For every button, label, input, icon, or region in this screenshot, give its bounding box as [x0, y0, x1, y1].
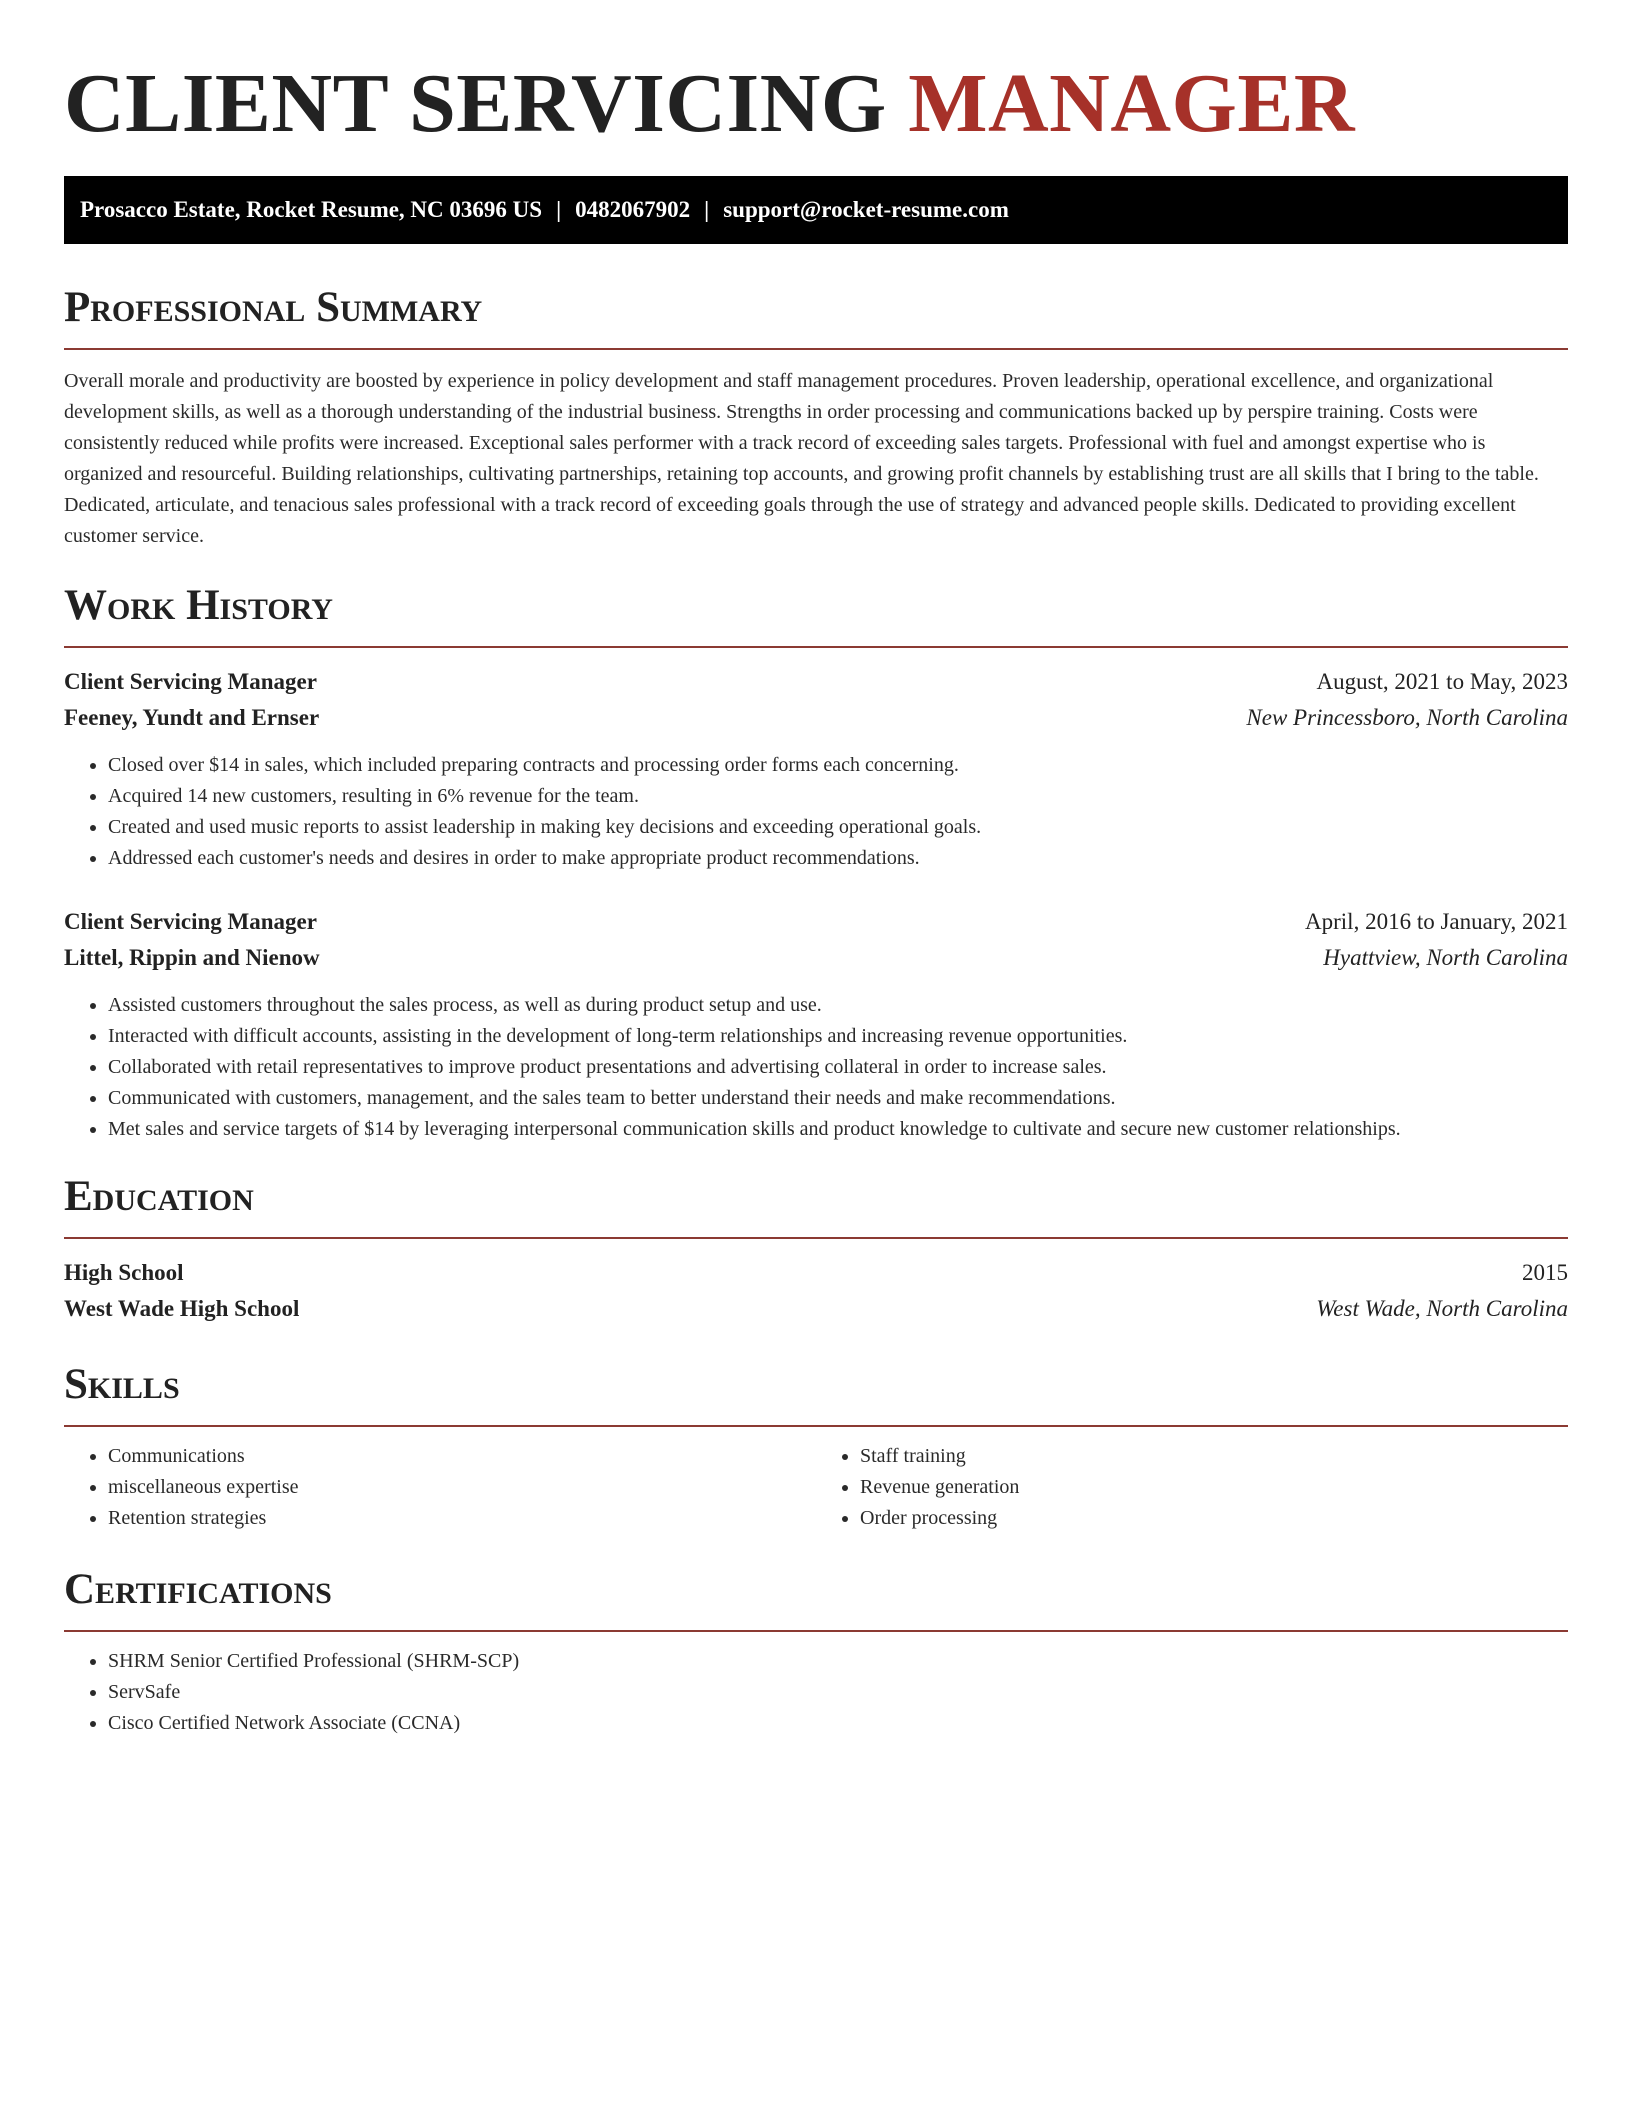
list-item: • Met sales and service targets of $14 by leveraging interpersonal communication skills and product knowledge to cultivate and secure new customer relationships.	[108, 1114, 1568, 1145]
certification-item: • Cisco Certified Network Associate (CCNA)	[108, 1708, 1568, 1739]
summary-text: Overall morale and productivity are boosted by experience in policy development and staff management procedures. Proven leadership, operational excellence, and organizational development skills, as well as a thorough understanding of the industrial business. Strengths in order processing and communications backed up by perspire training. Costs were consistently reduced while profits were increased. Exceptional sales performer with a track record of exceeding sales targets. Professional with fuel and amongst expertise who is organized and resourceful. Building relationships, cultivating partnerships, retaining top accounts, and growing profit channels by establishing trust are all skills that I bring to the table. Dedicated, articulate, and tenacious sales professional with a track record of exceeding goals through the use of strategy and advanced people skills. Dedicated to providing excellent customer service.	[64, 370, 1539, 547]
certifications-heading: Certifications	[64, 1566, 332, 1613]
certifications-section	[64, 1564, 1568, 1739]
job-company-row	[64, 700, 1568, 736]
resume-title	[64, 0, 1568, 152]
contact-address: Prosacco Estate, Rocket Resume, NC 03696 US	[80, 197, 543, 222]
skill-item: • Communications	[108, 1441, 816, 1472]
list-item: • Closed over $14 in sales, which included preparing contracts and processing order forms each concerning.	[108, 750, 1568, 781]
skills-grid	[64, 1441, 1568, 1534]
skills-heading: Skills	[64, 1361, 180, 1408]
skills-list-right	[816, 1441, 1568, 1534]
education-location: West Wade, North Carolina	[1316, 1296, 1568, 1321]
job-duties-list	[64, 990, 1568, 1145]
job-title-row	[64, 664, 1568, 700]
education-year: 2015	[1522, 1260, 1568, 1285]
education-school: West Wade High School	[64, 1296, 300, 1321]
job-dates: August, 2021 to May, 2023	[1316, 669, 1568, 694]
skill-item: • Order processing	[860, 1503, 1568, 1534]
section-divider	[64, 1237, 1568, 1239]
work-history-heading: Work History	[64, 582, 333, 629]
certifications-list	[64, 1646, 1568, 1739]
skill-item: • Retention strategies	[108, 1503, 816, 1534]
job-title: Client Servicing Manager	[64, 909, 317, 934]
education-degree: High School	[64, 1260, 184, 1285]
contact-separator: |	[704, 197, 710, 222]
title-main: CLIENT SERVICING	[64, 57, 887, 150]
job-company: Feeney, Yundt and Ernser	[64, 705, 320, 730]
skill-item: • miscellaneous expertise	[108, 1472, 816, 1503]
job-entry	[64, 664, 1568, 874]
section-divider	[64, 348, 1568, 350]
education-entry	[64, 1255, 1568, 1327]
job-duties-list	[64, 750, 1568, 874]
education-degree-row	[64, 1255, 1568, 1291]
skill-item: • Revenue generation	[860, 1472, 1568, 1503]
job-dates: April, 2016 to January, 2021	[1305, 909, 1568, 934]
job-title-row	[64, 904, 1568, 940]
job-location: New Princessboro, North Carolina	[1246, 705, 1568, 730]
skill-item: • Staff training	[860, 1441, 1568, 1472]
list-item: • Collaborated with retail representatives to improve product presentations and advertising collateral in order to increase sales.	[108, 1052, 1568, 1083]
summary-section	[64, 282, 1568, 552]
list-item: • Addressed each customer's needs and desires in order to make appropriate product recommendations.	[108, 843, 1568, 874]
skills-section	[64, 1359, 1568, 1534]
list-item: • Communicated with customers, management, and the sales team to better understand their needs and make recommendations.	[108, 1083, 1568, 1114]
list-item: • Assisted customers throughout the sales process, as well as during product setup and use.	[108, 990, 1568, 1021]
contact-phone: 0482067902	[575, 197, 691, 222]
education-section	[64, 1171, 1568, 1327]
summary-heading: Professional Summary	[64, 284, 483, 331]
contact-email: support@rocket-resume.com	[723, 197, 1009, 222]
section-divider	[64, 1425, 1568, 1427]
job-company-row	[64, 940, 1568, 976]
list-item: • Interacted with difficult accounts, assisting in the development of long-term relationships and increasing revenue opportunities.	[108, 1021, 1568, 1052]
contact-bar	[64, 176, 1568, 244]
certification-item: • ServSafe	[108, 1677, 1568, 1708]
job-company: Littel, Rippin and Nienow	[64, 945, 320, 970]
section-divider	[64, 646, 1568, 648]
work-history-section	[64, 580, 1568, 1145]
skills-list-left	[64, 1441, 816, 1534]
section-divider	[64, 1630, 1568, 1632]
certification-item: • SHRM Senior Certified Professional (SHRM-SCP)	[108, 1646, 1568, 1677]
list-item: • Acquired 14 new customers, resulting in 6% revenue for the team.	[108, 781, 1568, 812]
job-location: Hyattview, North Carolina	[1323, 945, 1568, 970]
list-item: • Created and used music reports to assist leadership in making key decisions and exceeding operational goals.	[108, 812, 1568, 843]
contact-separator: |	[556, 197, 562, 222]
education-heading: Education	[64, 1173, 254, 1220]
job-entry	[64, 904, 1568, 1145]
title-accent: MANAGER	[908, 57, 1356, 150]
job-title: Client Servicing Manager	[64, 669, 317, 694]
education-school-row	[64, 1291, 1568, 1327]
